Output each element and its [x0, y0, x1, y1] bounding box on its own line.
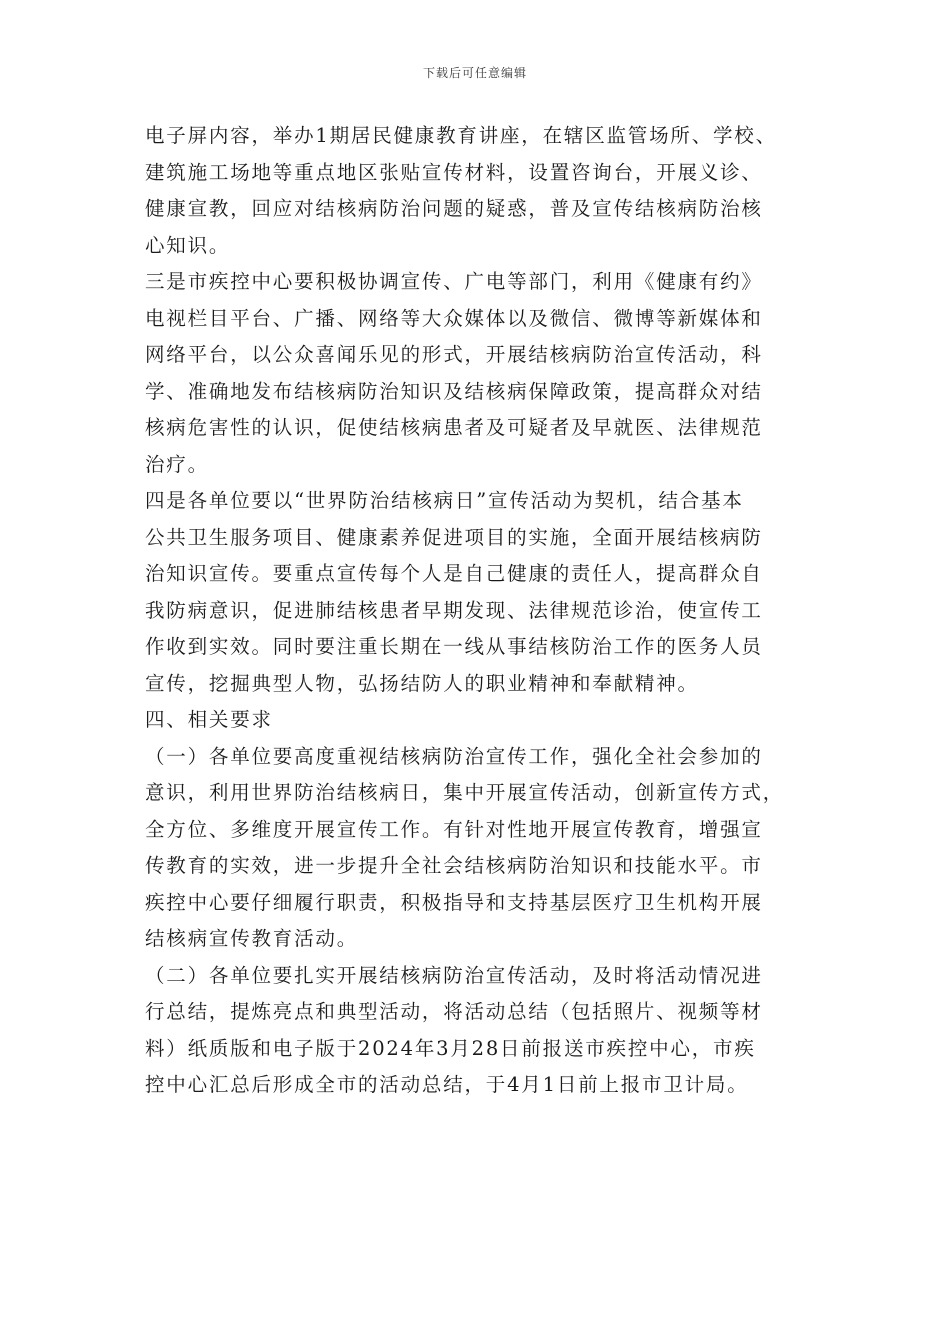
text-line: 治疗。	[145, 452, 209, 476]
text-line: 电视栏目平台、广播、网络等大众媒体以及微信、微博等新媒体和	[145, 306, 763, 330]
text-line: 心知识。	[145, 233, 231, 257]
text-line: 控中心汇总后形成全市的活动总结，于4月1日前上报市卫计局。	[145, 1073, 749, 1096]
text-line: 行总结，提炼亮点和典型活动，将活动总结（包括照片、视频等材	[145, 1000, 763, 1023]
text-line: 治知识宣传。要重点宣传每个人是自己健康的责任人，提高群众自	[145, 562, 763, 585]
text-line: 核病危害性的认识，促使结核病患者及可疑者及早就医、法律规范	[145, 416, 763, 439]
text-line: 结核病宣传教育活动。	[145, 927, 359, 950]
text-line: 作收到实效。同时要注重长期在一线从事结核防治工作的医务人员	[145, 635, 763, 658]
text-line: 三是市疾控中心要积极协调宣传、广电等部门，利用《健康有约》	[145, 270, 763, 293]
text-line: （一）各单位要高度重视结核病防治宣传工作，强化全社会参加的	[145, 744, 763, 768]
text-line: 公共卫生服务项目、健康素养促进项目的实施，全面开展结核病防	[145, 525, 763, 549]
section-heading: 四、相关要求	[145, 708, 273, 731]
text-line: 建筑施工场地等重点地区张贴宣传材料，设置咨询台，开展义诊、	[145, 160, 763, 184]
text-line: 疾控中心要仔细履行职责，积极指导和支持基层医疗卫生机构开展	[145, 890, 763, 914]
text-line: 传教育的实效，进一步提升全社会结核病防治知识和技能水平。市	[145, 854, 763, 877]
text-line: 网络平台，以公众喜闻乐见的形式，开展结核病防治宣传活动，科	[145, 343, 763, 366]
text-line: 料）纸质版和电子版于2024年3月28日前报送市疾控中心，市疾	[145, 1036, 756, 1060]
document-body	[145, 118, 817, 1104]
text-line: 学、准确地发布结核病防治知识及结核病保障政策，提高群众对结	[145, 379, 763, 403]
text-line: 我防病意识，促进肺结核患者早期发现、法律规范诊治，使宣传工	[145, 598, 763, 622]
text-line: （二）各单位要扎实开展结核病防治宣传活动，及时将活动情况进	[145, 963, 763, 987]
text-line: 四是各单位要以“世界防治结核病日”宣传活动为契机，结合基本	[145, 489, 744, 512]
text-line: 意识，利用世界防治结核病日，集中开展宣传活动，创新宣传方式，	[145, 781, 785, 804]
text-line: 全方位、多维度开展宣传工作。有针对性地开展宣传教育，增强宣	[145, 817, 763, 841]
text-line: 电子屏内容，举办1期居民健康教育讲座，在辖区监管场所、学校、	[145, 124, 777, 147]
page-header-note: 下载后可任意编辑	[422, 66, 527, 80]
text-line: 健康宣教，回应对结核病防治问题的疑惑，普及宣传结核病防治核	[145, 197, 763, 220]
text-line: 宣传，挖掘典型人物，弘扬结防人的职业精神和奉献精神。	[145, 671, 699, 695]
